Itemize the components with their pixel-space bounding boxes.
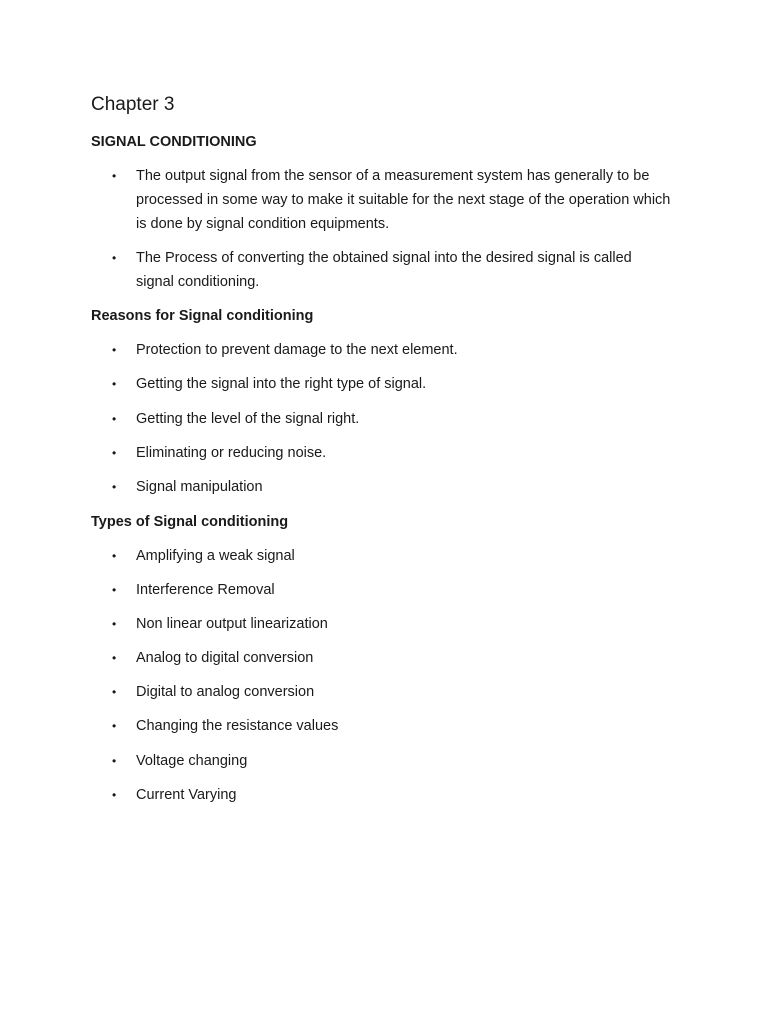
list-item bbox=[112, 714, 672, 738]
list-item bbox=[112, 544, 672, 568]
list-item-text: Eliminating or reducing noise. bbox=[136, 445, 327, 461]
list-item-text: Signal manipulation bbox=[136, 479, 263, 495]
chapter-title: Chapter 3 bbox=[91, 94, 175, 115]
bullet-icon: • bbox=[112, 251, 117, 265]
list-item bbox=[112, 578, 672, 602]
bullet-icon: • bbox=[112, 446, 117, 460]
list-item bbox=[112, 407, 672, 431]
list-item-text: Getting the signal into the right type of signal. bbox=[136, 376, 427, 392]
list-item bbox=[112, 441, 672, 465]
bullet-icon: • bbox=[112, 788, 117, 802]
list-item bbox=[112, 246, 672, 294]
bullet-icon: • bbox=[112, 377, 117, 391]
list-item-text: Non linear output linearization bbox=[136, 616, 328, 632]
bullet-icon: • bbox=[112, 754, 117, 768]
bullet-icon: • bbox=[112, 412, 117, 426]
list-item bbox=[112, 338, 672, 362]
list-item-text: Amplifying a weak signal bbox=[136, 548, 295, 564]
list-item-text: The Process of converting the obtained signal into the desired signal is called signal conditioning. bbox=[136, 250, 632, 290]
list-item bbox=[112, 372, 672, 396]
list-item-text: Voltage changing bbox=[136, 753, 248, 769]
list-item-text: Protection to prevent damage to the next element. bbox=[136, 342, 458, 358]
section-heading-reasons: Reasons for Signal conditioning bbox=[91, 308, 314, 324]
bullet-icon: • bbox=[112, 169, 117, 183]
list-item-text: The output signal from the sensor of a measurement system has generally to be processed in some way to make it suitable for the next stage of the operation which is done by signal condition equipments. bbox=[136, 168, 671, 232]
list-item-text: Digital to analog conversion bbox=[136, 684, 315, 700]
bullet-icon: • bbox=[112, 719, 117, 733]
bullet-icon: • bbox=[112, 549, 117, 563]
list-item bbox=[112, 783, 672, 807]
bullet-icon: • bbox=[112, 480, 117, 494]
list-item bbox=[112, 749, 672, 773]
list-item-text: Analog to digital conversion bbox=[136, 650, 314, 666]
bullet-icon: • bbox=[112, 583, 117, 597]
list-item bbox=[112, 646, 672, 670]
list-item bbox=[112, 164, 672, 236]
list-item-text: Changing the resistance values bbox=[136, 718, 339, 734]
list-item-text: Interference Removal bbox=[136, 582, 275, 598]
section-heading-types: Types of Signal conditioning bbox=[91, 514, 289, 530]
section-heading-signal-conditioning: SIGNAL CONDITIONING bbox=[91, 134, 257, 150]
bullet-icon: • bbox=[112, 617, 117, 631]
list-item bbox=[112, 680, 672, 704]
list-item-text: Getting the level of the signal right. bbox=[136, 411, 360, 427]
bullet-icon: • bbox=[112, 685, 117, 699]
bullet-icon: • bbox=[112, 651, 117, 665]
bullet-icon: • bbox=[112, 343, 117, 357]
list-item bbox=[112, 612, 672, 636]
list-item-text: Current Varying bbox=[136, 787, 237, 803]
list-item bbox=[112, 475, 672, 499]
